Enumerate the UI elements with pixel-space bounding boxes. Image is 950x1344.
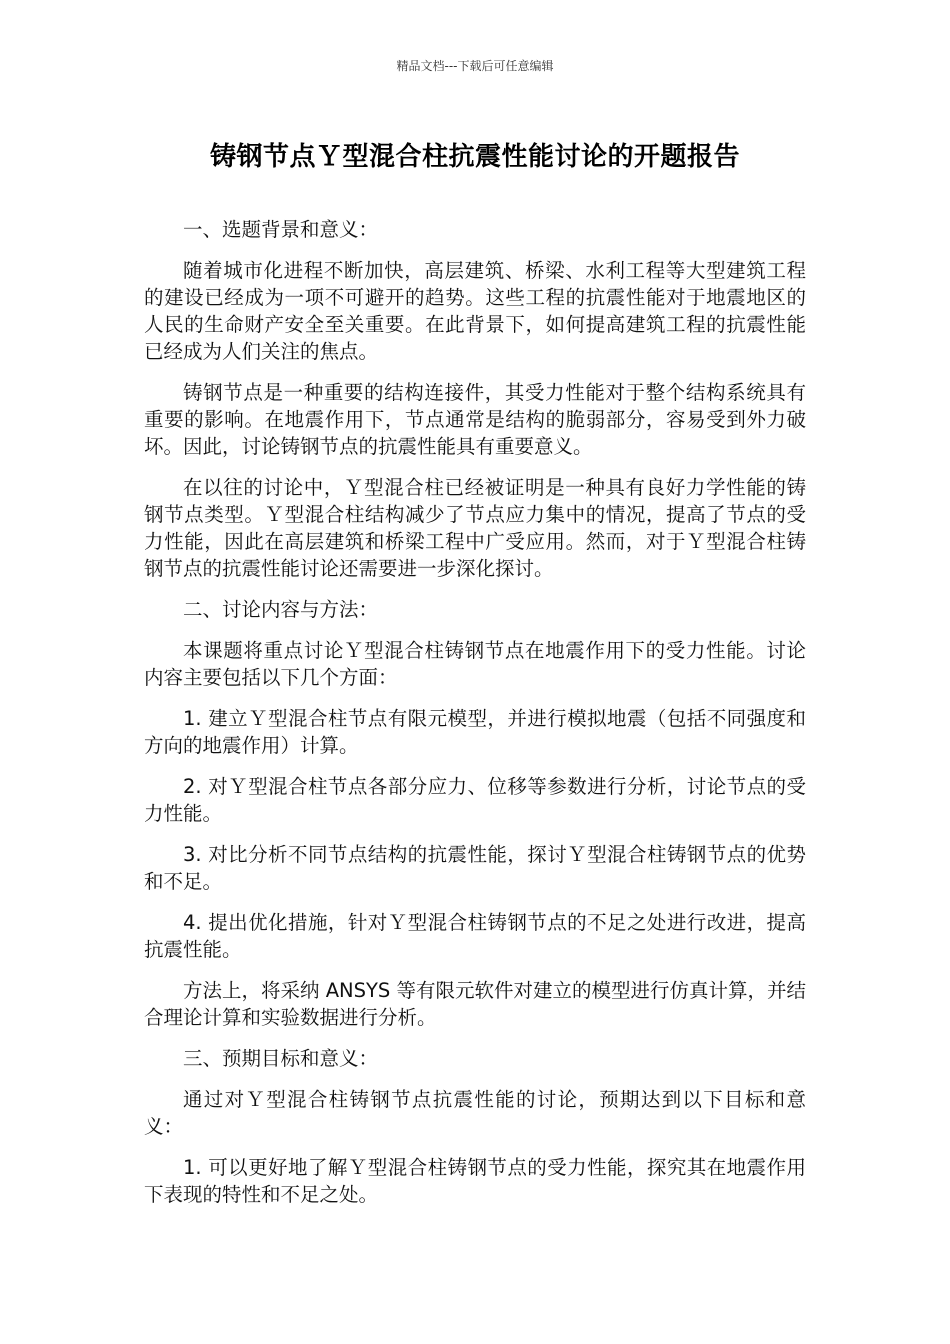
paragraph-goals-intro: 通过对Ｙ型混合柱铸钢节点抗震性能的讨论，预期达到以下目标和意义： bbox=[144, 1088, 806, 1138]
paragraph-background-2: 铸钢节点是一种重要的结构连接件，其受力性能对于整个结构系统具有重要的影响。在地震作用下，节点通常是结构的脆弱部分，容易受到外力破坏。因此，讨论铸钢节点的抗震性能具有重要意义。 bbox=[144, 381, 806, 458]
list-item-content-2: 2. 对Ｙ型混合柱节点各部分应力、位移等参数进行分析，讨论节点的受力性能。 bbox=[144, 775, 806, 825]
paragraph-background-3: 在以往的讨论中，Ｙ型混合柱已经被证明是一种具有良好力学性能的铸钢节点类型。Ｙ型混合柱结构减少了节点应力集中的情况，提高了节点的受力性能，因此在高层建筑和桥梁工程中广受应用。然而，对于Ｙ型混合柱铸钢节点的抗震性能讨论还需要进一步深化探讨。 bbox=[144, 476, 806, 580]
list-item-goal-1: 1. 可以更好地了解Ｙ型混合柱铸钢节点的受力性能，探究其在地震作用下表现的特性和不足之处。 bbox=[144, 1156, 806, 1206]
paragraph-method: 方法上，将采纳 ANSYS 等有限元软件对建立的模型进行仿真计算，并结合理论计算和实验数据进行分析。 bbox=[144, 979, 806, 1029]
document-body bbox=[144, 216, 806, 1222]
list-item-content-3: 3. 对比分析不同节点结构的抗震性能，探讨Ｙ型混合柱铸钢节点的优势和不足。 bbox=[144, 843, 806, 893]
section-heading-content-method: 二、讨论内容与方法： bbox=[183, 598, 379, 621]
paragraph-background-1: 随着城市化进程不断加快，高层建筑、桥梁、水利工程等大型建筑工程的建设已经成为一项不可避开的趋势。这些工程的抗震性能对于地震地区的人民的生命财产安全至关重要。在此背景下，如何提高建筑工程的抗震性能已经成为人们关注的焦点。 bbox=[144, 259, 806, 363]
document-title: 铸钢节点Ｙ型混合柱抗震性能讨论的开题报告 bbox=[209, 142, 740, 172]
list-item-content-4: 4. 提出优化措施，针对Ｙ型混合柱铸钢节点的不足之处进行改进，提高抗震性能。 bbox=[144, 911, 806, 961]
list-item-content-1: 1. 建立Ｙ型混合柱节点有限元模型，并进行模拟地震（包括不同强度和方向的地震作用）计算。 bbox=[144, 707, 806, 757]
section-heading-background: 一、选题背景和意义： bbox=[183, 218, 379, 241]
header-note: 精品文档---下载后可任意编辑 bbox=[396, 59, 554, 73]
paragraph-content-intro: 本课题将重点讨论Ｙ型混合柱铸钢节点在地震作用下的受力性能。讨论内容主要包括以下几个方面： bbox=[144, 639, 806, 689]
section-heading-goals: 三、预期目标和意义： bbox=[183, 1047, 379, 1070]
